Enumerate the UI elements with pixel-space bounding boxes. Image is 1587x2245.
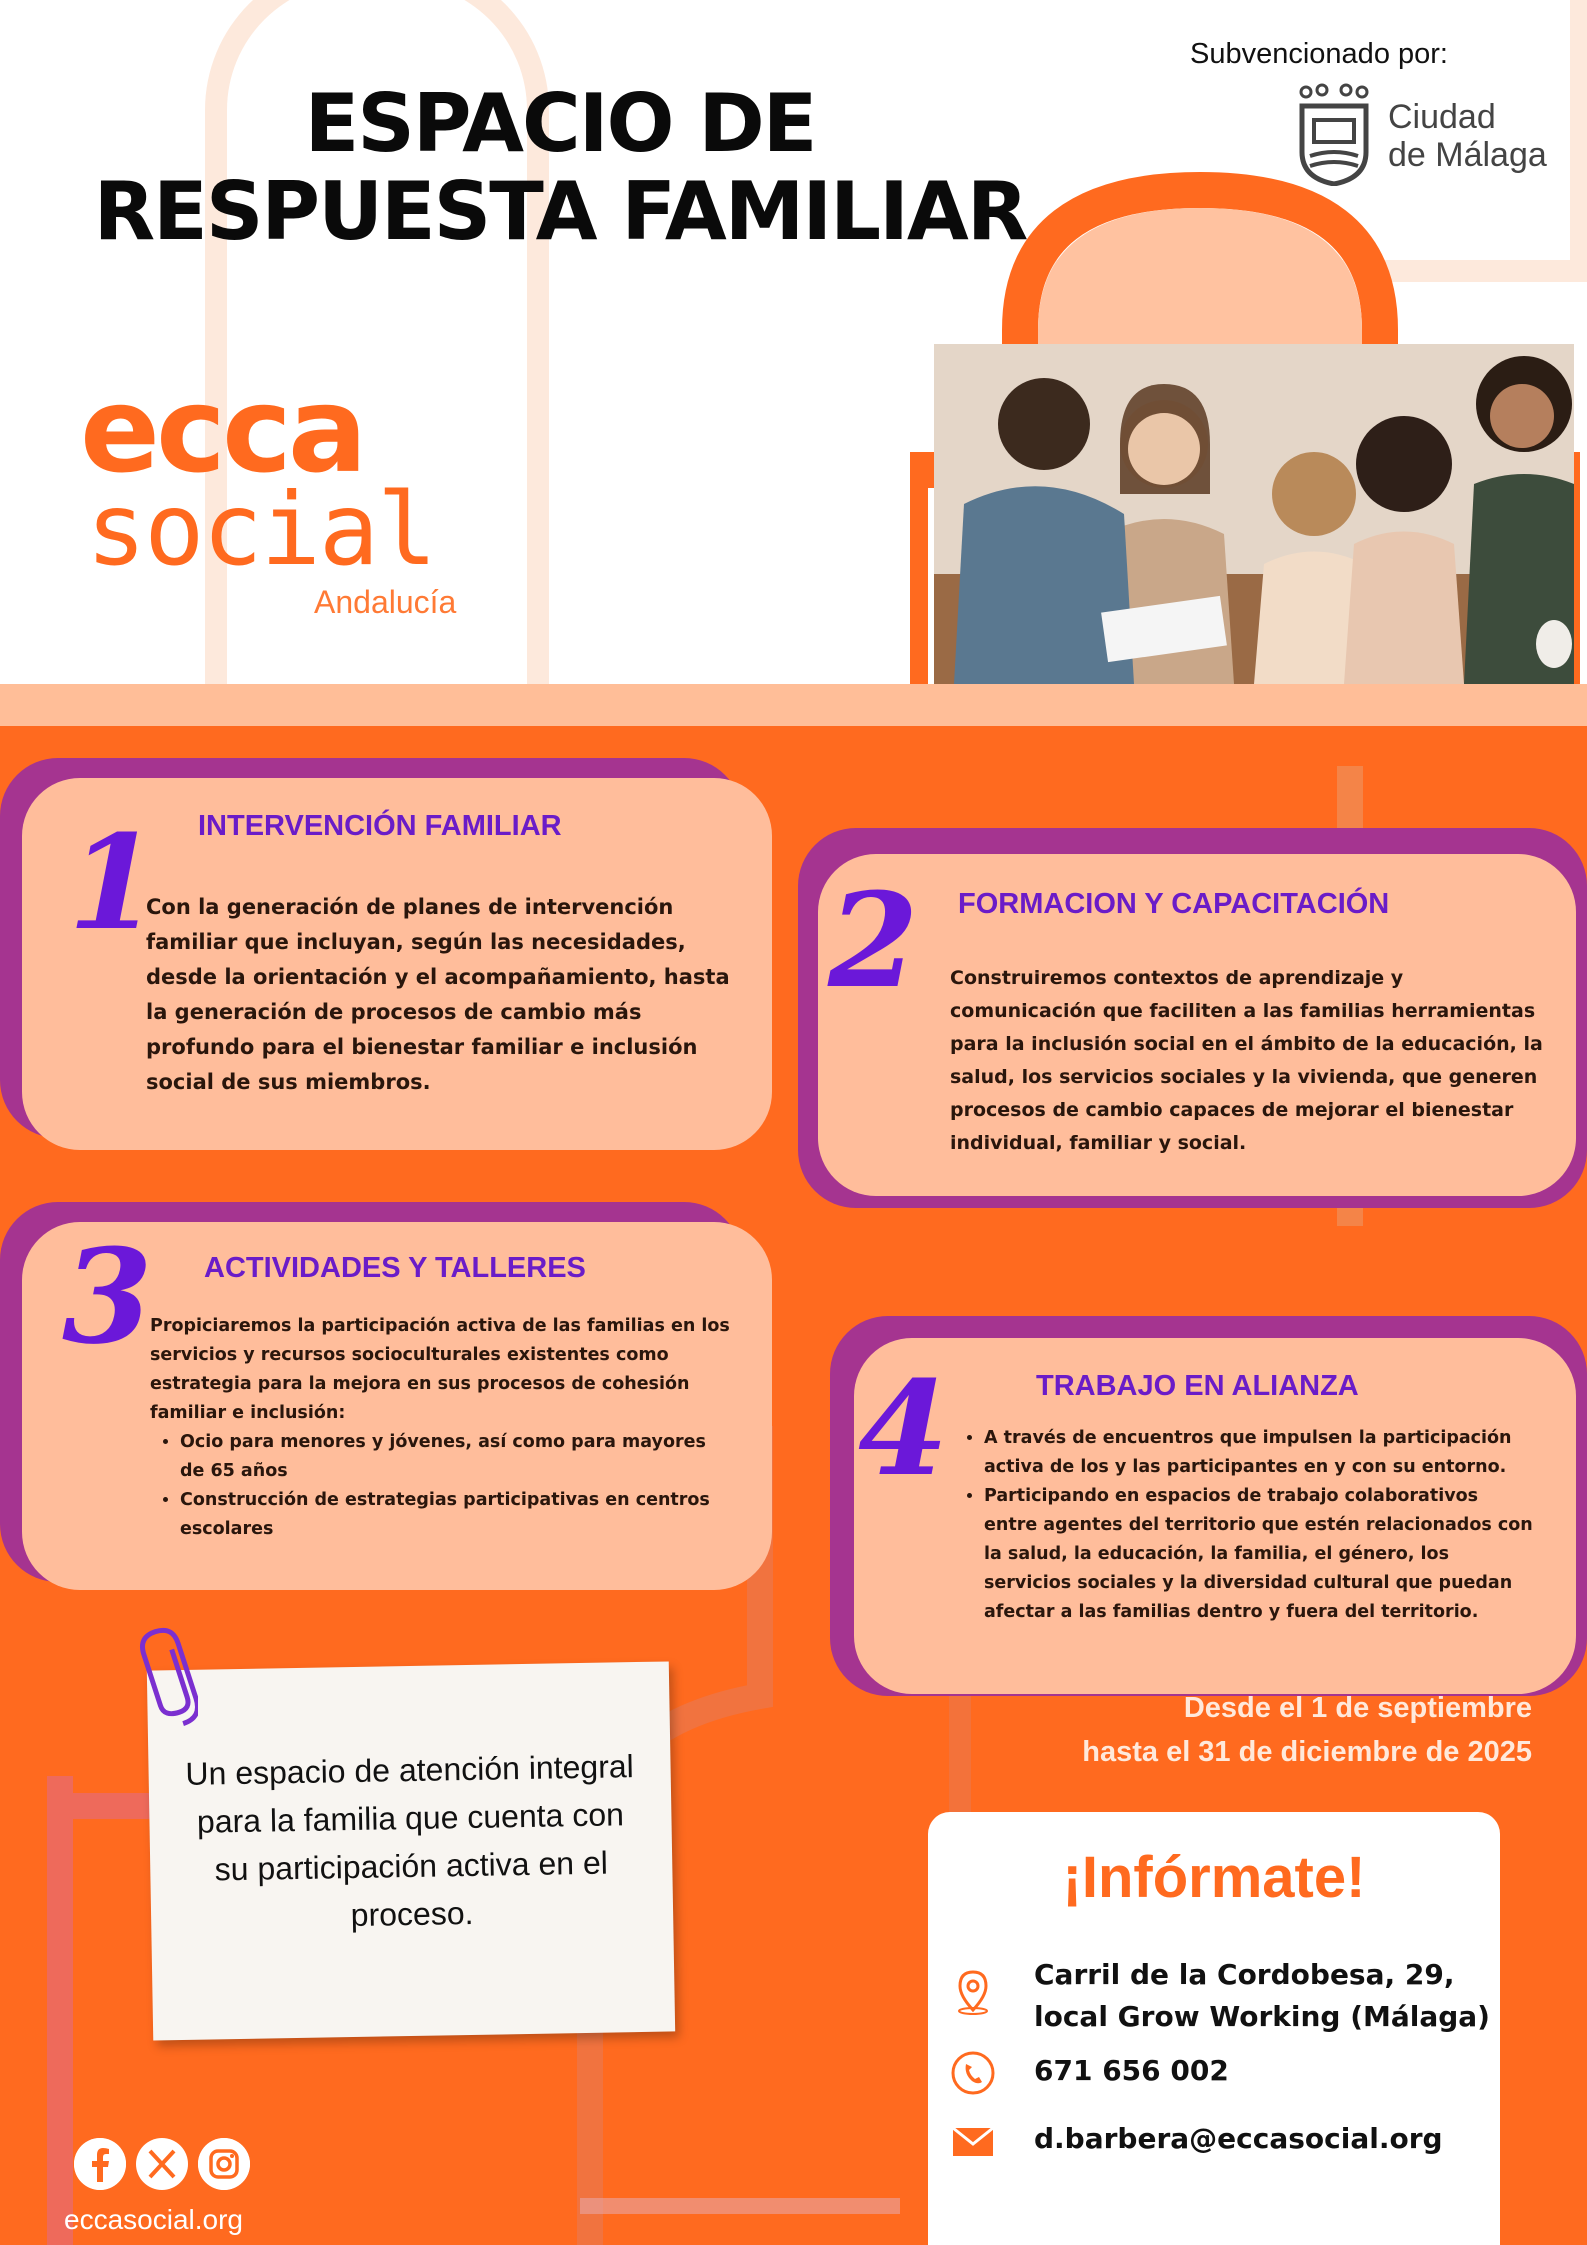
contact-heading: ¡Infórmate! <box>1062 1845 1366 1910</box>
date-range <box>960 1686 1532 1774</box>
card-title: INTERVENCIÓN FAMILIAR <box>198 810 562 842</box>
logo-region: Andalucía <box>314 584 457 620</box>
card-number: 1 <box>68 806 159 959</box>
main-section <box>0 726 1587 2245</box>
paperclip-icon <box>138 1622 198 1732</box>
title-line-2: RESPUESTA FAMILIAR <box>93 165 1027 258</box>
email-icon <box>948 2116 998 2166</box>
sponsor-name <box>1388 98 1547 174</box>
card-text: Construiremos contextos de aprendizaje y comunicación que faciliten a las familias herramientas para la inclusión social en el ámbito de la educación, la salud, los servicios sociales y la vivienda, que generen procesos de cambio capaces de mejorar el bienestar individual, familiar y social. <box>950 967 1543 1154</box>
email-row[interactable] <box>948 2116 1443 2166</box>
card-text: Con la generación de planes de intervención familiar que incluyan, según las necesidades, desde la orientación y el acompañamiento, hasta la generación de procesos de cambio más profundo para el bienestar familiar e inclusión social de sus miembros. <box>146 895 730 1094</box>
card-intervencion <box>22 778 772 1150</box>
logo-ecca: ecca <box>80 361 364 499</box>
card-text <box>954 1424 1534 1627</box>
phone-icon <box>948 2048 998 2098</box>
contact-box <box>928 1812 1500 2245</box>
email-text[interactable]: d.barbera@eccasocial.org <box>1034 2122 1443 2155</box>
list-item: • Construcción de estrategias participativas en centros escolares <box>180 1486 730 1544</box>
family-meeting-photo <box>934 344 1574 684</box>
divider-band <box>0 684 1587 726</box>
sponsor-label: Subvencionado por: <box>1190 38 1448 70</box>
card-title: FORMACION Y CAPACITACIÓN <box>958 888 1390 920</box>
card-actividades <box>22 1222 772 1590</box>
note-text: Un espacio de atención integral para la familia que cuenta con su participación activa en el proceso. <box>185 1748 635 1934</box>
location-icon <box>948 1966 998 2016</box>
card-bullets <box>150 1428 730 1544</box>
card-number: 3 <box>62 1220 153 1373</box>
address-line-2: local Grow Working (Málaga) <box>1034 2000 1490 2033</box>
card-number: 2 <box>828 864 919 1017</box>
card-number: 4 <box>858 1352 949 1505</box>
website-link[interactable]: eccasocial.org <box>64 2204 243 2235</box>
title-line-1: ESPACIO DE <box>304 77 816 170</box>
sponsor-name-line-1: Ciudad <box>1388 98 1496 136</box>
instagram-icon[interactable] <box>198 2138 250 2190</box>
header-section <box>0 0 1587 684</box>
phone-text[interactable]: 671 656 002 <box>1034 2054 1229 2087</box>
x-icon[interactable] <box>136 2138 188 2190</box>
list-item: • A través de encuentros que impulsen la participación activa de los y las participantes en y con su entorno. <box>984 1424 1534 1482</box>
card-formacion <box>818 854 1576 1196</box>
card-title: TRABAJO EN ALIANZA <box>1036 1370 1359 1402</box>
list-item: • Ocio para menores y jóvenes, así como para mayores de 65 años <box>180 1428 730 1486</box>
date-end: hasta el 31 de diciembre de 2025 <box>1082 1736 1532 1768</box>
address-text <box>1034 1954 1490 2038</box>
date-start: Desde el 1 de septiembre <box>1183 1692 1532 1724</box>
facebook-icon[interactable] <box>74 2138 126 2190</box>
highlight-note <box>147 1661 675 2040</box>
phone-row[interactable] <box>948 2048 1229 2098</box>
card-text <box>150 1312 730 1544</box>
card-title: ACTIVIDADES Y TALLERES <box>204 1252 586 1284</box>
address-row <box>948 1954 1490 2038</box>
card-alianza <box>854 1338 1576 1694</box>
card-bullets <box>954 1424 1534 1627</box>
card-paragraph: Propiciaremos la participación activa de las familias en los servicios y recursos socioculturales existentes como estrategia para la mejora en sus procesos de cohesión familiar e inclusión: <box>150 1316 730 1423</box>
sponsor-name-line-2: de Málaga <box>1388 136 1547 174</box>
logo-social: social <box>86 471 436 588</box>
list-item: • Participando en espacios de trabajo colaborativos entre agentes del territorio que estén relacionados con la salud, la educación, la familia, el género, los servicios sociales y la diversidad cultural que puedan afectar a las familias dentro y fuera del territorio. <box>984 1482 1534 1627</box>
address-line-1: Carril de la Cordobesa, 29, <box>1034 1958 1455 1991</box>
